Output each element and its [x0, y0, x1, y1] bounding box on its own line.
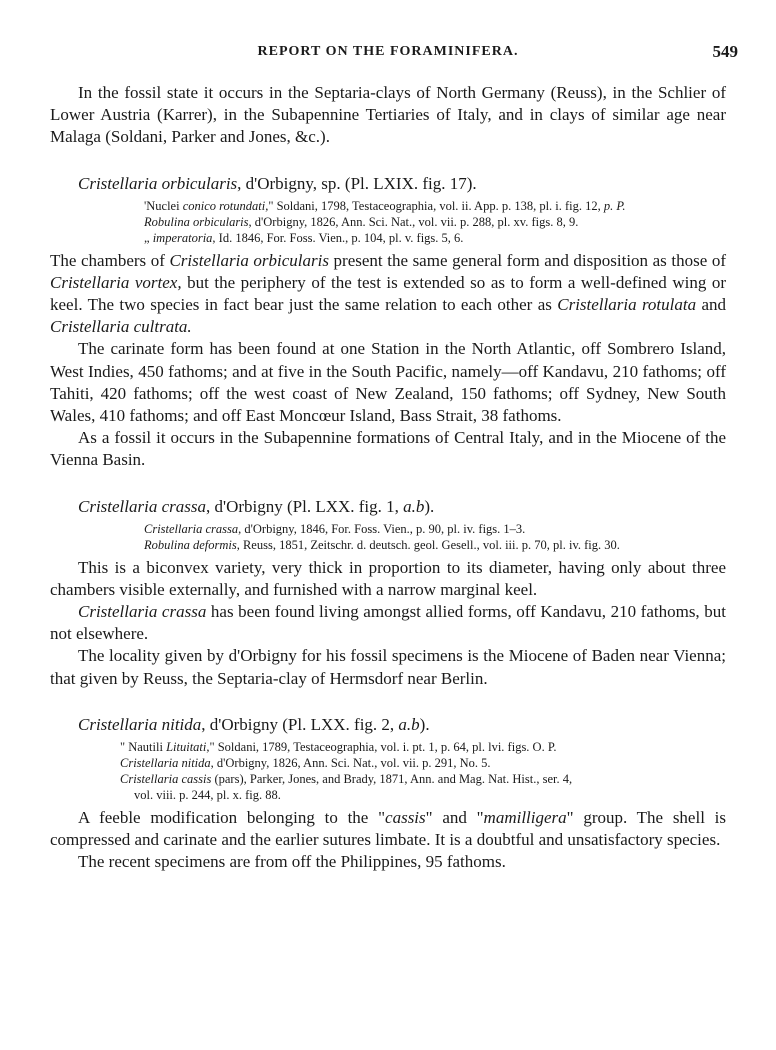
group-name: mamilligera [483, 807, 567, 827]
species-name: Cristellaria crassa [78, 602, 207, 622]
synonym-name: Cristellaria cassis [120, 771, 212, 786]
heading-citation: ). [424, 496, 435, 516]
synonym-entry [144, 537, 726, 553]
paragraph: The recent specimens are from off the Philippines, 95 fathoms. [78, 852, 506, 872]
synonym-text: , Reuss, 1851, Zeitschr. d. deutsch. geol. Gesell., vol. iii. p. 70, pl. iv. fig. 30. [236, 537, 620, 552]
synonym-name: Cristellaria crassa [144, 521, 239, 536]
synonym-name: conico rotundati, [182, 198, 269, 213]
text-run: The chambers of [50, 250, 170, 270]
species-name: Cristellaria vortex, [50, 272, 182, 292]
section-nitida [50, 714, 726, 874]
section-orbicularis [50, 173, 726, 472]
page-header [0, 44, 776, 66]
synonymy-list [120, 739, 726, 803]
species-name: Cristellaria rotulata [557, 295, 697, 315]
species-heading-orbicularis [50, 173, 726, 195]
text-run: and [696, 295, 726, 315]
synonym-continuation: vol. viii. p. 244, pl. x. fig. 88. [134, 787, 281, 802]
figure-ref: a.b [403, 496, 425, 516]
synonymy-list [144, 521, 726, 553]
synonym-text: , Id. 1846, For. Foss. Vien., p. 104, pl. v. figs. 5, 6. [212, 230, 464, 245]
text-run: " group. The shell is compressed and carinate and the earlier sutures limbate. It is a doubtful and unsatisfactory species. [50, 807, 726, 850]
paragraph: As a fossil it occurs in the Subapennine formations of Central Italy, and in the Miocene of the Vienna Basin. [50, 428, 726, 470]
synonym-entry [144, 521, 726, 537]
ditto-mark: „ [144, 230, 153, 245]
synonym-name: imperatoria [152, 230, 213, 245]
synonym-text: (pars), Parker, Jones, and Brady, 1871, Ann. and Mag. Nat. Hist., ser. 4, [211, 771, 573, 786]
synonym-text: " Soldani, 1798, Testaceographia, vol. ii. App. p. 138, pl. i. fig. 12, [268, 198, 604, 213]
group-name: cassis [385, 807, 426, 827]
paragraph: The locality given by d'Orbigny for his fossil specimens is the Miocene of Baden near Vienna; that given by Reuss, the Septaria-clay of Hermsdorf near Berlin. [50, 646, 726, 688]
paragraph [50, 601, 726, 645]
paragraph: This is a biconvex variety, very thick in proportion to its diameter, having only about three chambers visible externally, and furnished with a narrow marginal keel. [50, 557, 726, 599]
species-name: Cristellaria nitida [78, 714, 202, 734]
synonym-entry [144, 214, 726, 230]
synonym-entry [144, 198, 726, 214]
synonym-name: Robulina orbicularis [144, 214, 249, 229]
paragraph [50, 250, 726, 339]
synonym-text: " Soldani, 1789, Testaceographia, vol. i. pt. 1, p. 64, pl. lvi. figs. O. P. [209, 739, 557, 754]
paragraph [50, 807, 726, 851]
species-name: Cristellaria crassa [78, 496, 206, 516]
text-run: A feeble modification belonging to the " [78, 807, 386, 827]
text-run: but the periphery of the test is extended so as to form a well-defined wing or keel. The two species in fact bear just the same relation to each other as [50, 272, 726, 315]
text-run: present the same general form and disposition as those of [328, 250, 726, 270]
species-heading-crassa [50, 496, 726, 518]
figure-ref: a.b [398, 714, 420, 734]
intro-paragraph: In the fossil state it occurs in the Septaria-clays of North Germany (Reuss), in the Schlier of Lower Austria (Karrer), in the Subapennine Tertiaries of Italy, and in clays of similar age near Malaga (Soldani, Parker and Jones, &c.). [50, 83, 726, 147]
synonym-entry [144, 230, 726, 246]
synonym-name: Lituitati, [166, 739, 210, 754]
synonym-entry [120, 739, 726, 755]
synonym-name: Cristellaria nitida [120, 755, 211, 770]
heading-citation: ). [419, 714, 430, 734]
synonym-name: Robulina deformis [144, 537, 237, 552]
species-name: Cristellaria orbicularis [78, 173, 238, 193]
species-name: Cristellaria cultrata. [50, 317, 192, 337]
text-run: has been found living amongst allied forms, off Kandavu, 210 fathoms, but not elsewhere. [50, 602, 726, 644]
paragraph: The carinate form has been found at one Station in the North Atlantic, off Sombrero Island, West Indies, 450 fathoms; and at five in the South Pacific, namely—off Kandavu, 210 fathoms; off Tahiti, 420 fathoms; off the west coast of New Zealand, 150 fathoms; off Sydney, New South Wales, 410 fathoms; and off East Moncœur Island, Bass Strait, 38 fathoms. [50, 339, 726, 426]
heading-citation: , d'Orbigny (Pl. LXX. fig. 2, [201, 714, 399, 734]
synonym-text: , d'Orbigny, 1826, Ann. Sci. Nat., vol. vii. p. 288, pl. xv. figs. 8, 9. [248, 214, 579, 229]
synonym-entry [120, 755, 726, 771]
running-head: REPORT ON THE FORAMINIFERA. [257, 44, 519, 59]
synonym-text: 'Nuclei [144, 198, 183, 213]
section-crassa [50, 496, 726, 690]
synonym-text: , d'Orbigny, 1846, For. Foss. Vien., p. 90, pl. iv. figs. 1–3. [238, 521, 526, 536]
synonym-text: p. P. [603, 198, 626, 213]
page-body [50, 82, 726, 873]
species-heading-nitida [50, 714, 726, 736]
page-number: 549 [712, 42, 738, 61]
synonym-text: , d'Orbigny, 1826, Ann. Sci. Nat., vol. vii. p. 291, No. 5. [210, 755, 491, 770]
synonymy-list [144, 198, 726, 246]
heading-citation: , d'Orbigny, sp. (Pl. LXIX. fig. 17). [237, 173, 477, 193]
synonym-entry [120, 771, 726, 787]
text-run: " and " [425, 807, 484, 827]
heading-citation: , d'Orbigny (Pl. LXX. fig. 1, [206, 496, 404, 516]
synonym-text: " Nautili [120, 739, 167, 754]
species-name: Cristellaria orbicularis [169, 250, 329, 270]
